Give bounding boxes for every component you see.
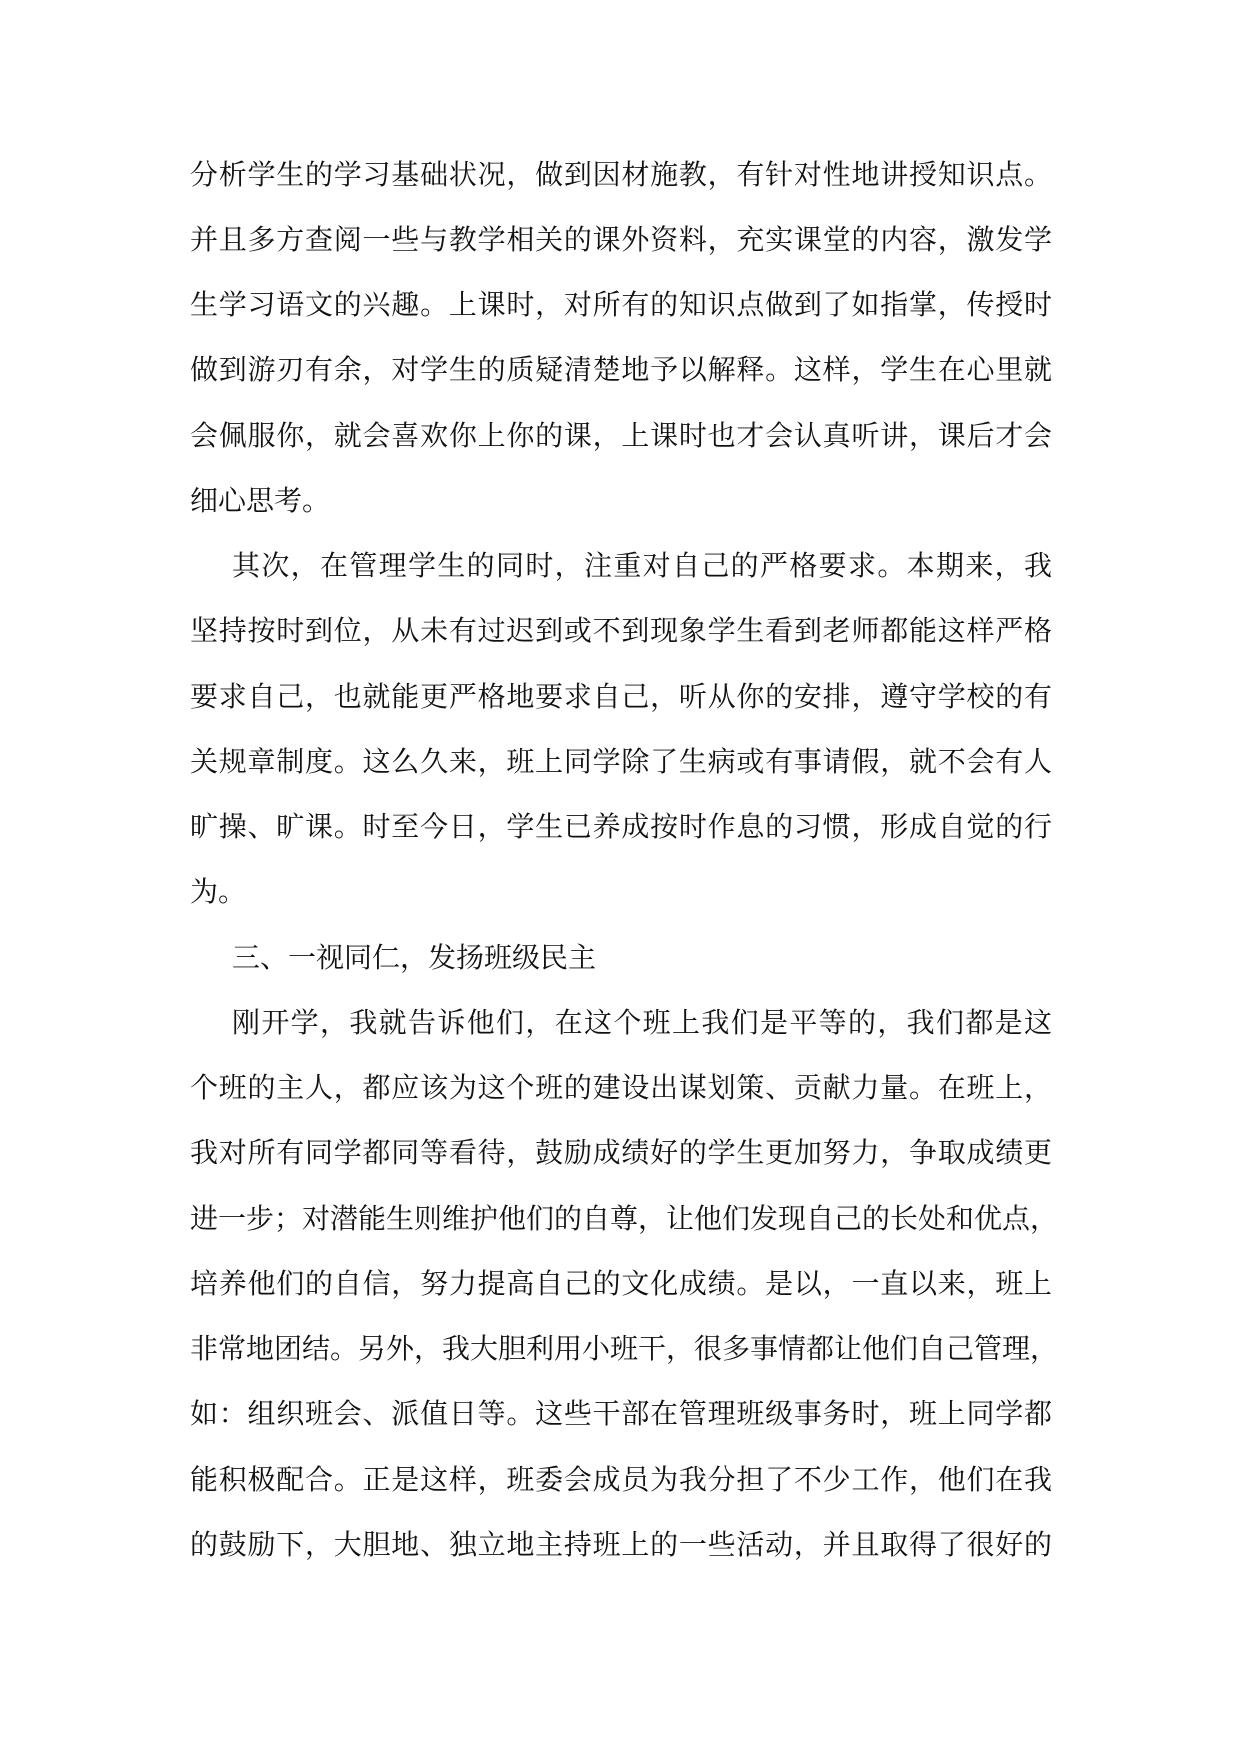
text-line: 旷操、旷课。时至今日，学生已养成按时作息的习惯，形成自觉的行 — [190, 810, 1052, 843]
text-line: 培养他们的自信，努力提高自己的文化成绩。是以，一直以来，班上 — [190, 1267, 1052, 1300]
text-line: 会佩服你，就会喜欢你上你的课，上课时也才会认真听讲，课后才会 — [190, 419, 1052, 452]
text-line: 个班的主人，都应该为这个班的建设出谋划策、贡献力量。在班上， — [190, 1071, 1052, 1104]
text-line: 为。 — [190, 875, 247, 908]
text-line: 非常地团结。另外，我大胆利用小班干，很多事情都让他们自己管理， — [190, 1332, 1059, 1365]
text-line: 要求自己，也就能更严格地要求自己，听从你的安排，遵守学校的有 — [190, 680, 1052, 713]
text-line: 分析学生的学习基础状况，做到因材施教，有针对性地讲授知识点。 — [190, 158, 1052, 191]
text-line: 细心思考。 — [190, 484, 331, 517]
section-heading: 三、一视同仁，发扬班级民主 — [232, 941, 597, 974]
text-line: 的鼓励下，大胆地、独立地主持班上的一些活动，并且取得了很好的 — [190, 1528, 1052, 1561]
paragraph-start-line: 刚开学，我就告诉他们，在这个班上我们是平等的，我们都是这 — [232, 1006, 1052, 1039]
text-line: 关规章制度。这么久来，班上同学除了生病或有事请假，就不会有人 — [190, 745, 1052, 778]
text-line: 进一步；对潜能生则维护他们的自尊，让他们发现自己的长处和优点， — [190, 1202, 1059, 1235]
text-line: 并且多方查阅一些与教学相关的课外资料，充实课堂的内容，激发学 — [190, 223, 1052, 256]
text-line: 能积极配合。正是这样，班委会成员为我分担了不少工作，他们在我 — [190, 1463, 1052, 1496]
text-line: 生学习语文的兴趣。上课时，对所有的知识点做到了如指掌，传授时 — [190, 288, 1052, 321]
paragraph-start-line: 其次，在管理学生的同时，注重对自己的严格要求。本期来，我 — [232, 549, 1052, 582]
text-line: 如：组织班会、派值日等。这些干部在管理班级事务时，班上同学都 — [190, 1397, 1052, 1430]
text-line: 坚持按时到位，从未有过迟到或不到现象学生看到老师都能这样严格 — [190, 614, 1052, 647]
text-line: 我对所有同学都同等看待，鼓励成绩好的学生更加努力，争取成绩更 — [190, 1136, 1052, 1169]
text-line: 做到游刃有余，对学生的质疑清楚地予以解释。这样，学生在心里就 — [190, 353, 1052, 386]
